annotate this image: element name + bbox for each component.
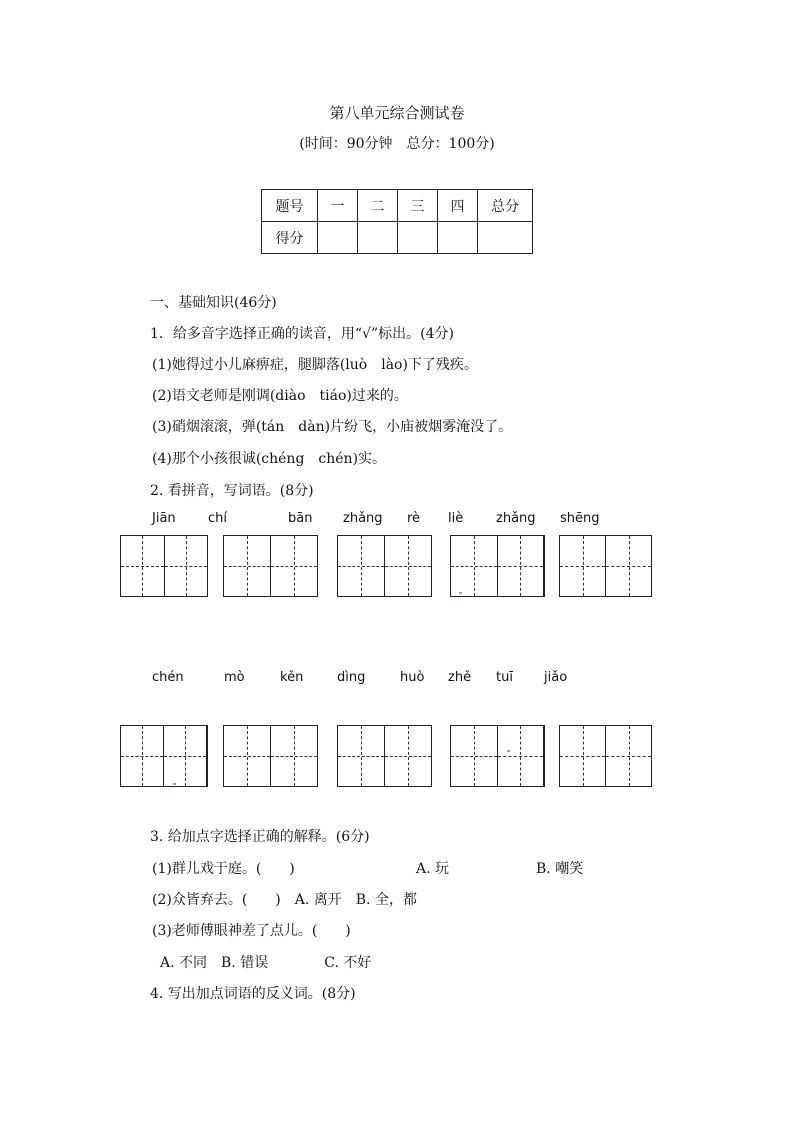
section-heading: 一、基础知识(46分)	[150, 295, 277, 311]
score-cell	[478, 222, 533, 254]
writing-grid[interactable]	[120, 535, 208, 597]
writing-grid[interactable]	[450, 535, 545, 597]
score-table-score-row	[262, 222, 533, 254]
pinyin: tuī	[496, 670, 513, 685]
option-a: A. 玩	[416, 861, 450, 877]
pinyin: Jiān	[152, 511, 176, 526]
writing-grid[interactable]	[337, 535, 432, 597]
pinyin: rè	[407, 511, 421, 526]
score-cell: 四	[438, 190, 478, 222]
pinyin: bān	[288, 511, 313, 526]
score-cell	[398, 222, 438, 254]
pinyin: zhǎng	[496, 511, 536, 526]
question-3-item: (2)众皆弃去。( ) A. 离开 B. 全，都	[152, 892, 417, 908]
pinyin: kěn	[280, 670, 304, 685]
score-table	[261, 189, 533, 254]
question-2-stem: 2. 看拼音，写词语。(8分)	[150, 483, 314, 499]
writing-grid[interactable]	[120, 725, 208, 787]
score-cell: 二	[358, 190, 398, 222]
pinyin: zhě	[448, 670, 472, 685]
option-b: B. 嘲笑	[536, 861, 584, 877]
pinyin: jiǎo	[544, 670, 568, 685]
page-title: 第八单元综合测试卷	[329, 104, 465, 122]
writing-grid[interactable]	[223, 725, 318, 787]
exam-duration-score: (时间：90分钟 总分：100分)	[299, 136, 495, 152]
score-cell	[358, 222, 398, 254]
question-3-item: (1)群儿戏于庭。( )	[152, 861, 295, 877]
question-3-item: (3)老师傅眼神差了点儿。( )	[152, 923, 351, 939]
question-1-item: (3)硝烟滚滚，弹(tán dàn)片纷飞，小庙被烟雾淹没了。	[152, 419, 513, 435]
pinyin: chén	[152, 670, 184, 685]
score-cell: 总分	[478, 190, 533, 222]
question-4-stem: 4. 写出加点词语的反义词。(8分)	[150, 986, 356, 1002]
pinyin: dìng	[337, 670, 366, 685]
question-3-stem: 3. 给加点字选择正确的解释。(6分)	[150, 829, 370, 845]
pinyin: zhǎng	[343, 511, 383, 526]
question-1-item: (1)她得过小儿麻痹症，腿脚落(luò lào)下了残疾。	[152, 357, 478, 373]
score-cell	[318, 222, 358, 254]
pinyin: shēng	[560, 511, 600, 526]
score-cell	[438, 222, 478, 254]
question-1-stem: 1．给多音字选择正确的读音，用“√”标出。(4分)	[150, 326, 454, 342]
writing-grid[interactable]	[337, 725, 432, 787]
pinyin: liè	[448, 511, 464, 526]
writing-grid[interactable]	[223, 535, 318, 597]
question-3-options: A. 不同 B. 错误 C. 不好	[160, 955, 372, 971]
score-cell: 三	[398, 190, 438, 222]
pinyin: mò	[224, 670, 245, 685]
writing-grid[interactable]	[559, 725, 652, 787]
writing-grid[interactable]	[450, 725, 545, 787]
score-cell: 得分	[262, 222, 318, 254]
score-table-header-row	[262, 190, 533, 222]
writing-grid[interactable]	[559, 535, 652, 597]
question-1-item: (2)语文老师是刚调(diào tiáo)过来的。	[152, 388, 408, 404]
score-cell: 一	[318, 190, 358, 222]
pinyin: chí	[208, 511, 227, 526]
pinyin: huò	[400, 670, 425, 685]
score-cell: 题号	[262, 190, 318, 222]
question-1-item: (4)那个小孩很诚(chéng chén)实。	[152, 451, 387, 467]
